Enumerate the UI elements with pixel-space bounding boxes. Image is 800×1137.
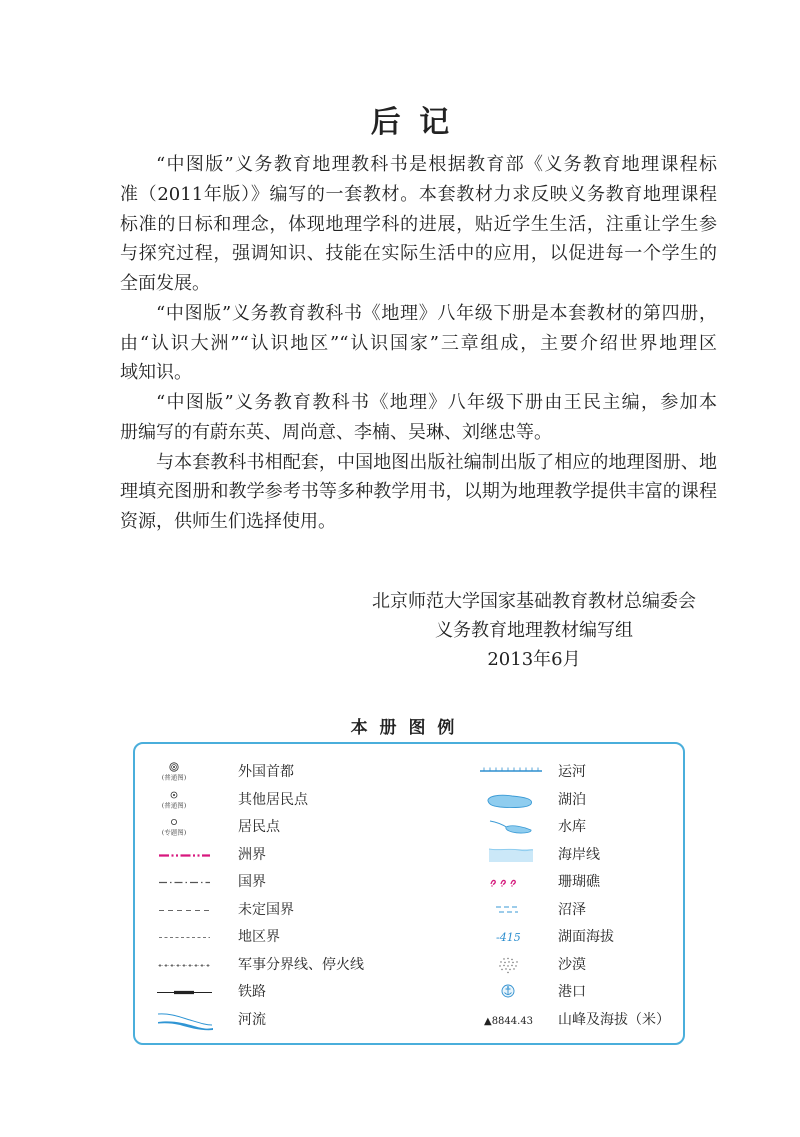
text-line: 理填充图册和教学参考书等多种教学用书，以期为地理教学提供丰富的课程 [120,481,717,503]
legend-label: 港口 [558,984,586,1000]
coastline-icon [474,842,549,869]
legend-label: 水库 [558,819,586,835]
legend-label: 沙漠 [558,956,586,973]
coral-reef-icon [474,869,549,896]
text-line: 域知识。 [120,362,192,384]
legend-label: 山峰及海拔（米） [558,1011,670,1028]
text-line: 册编写的有蔚东英、周尚意、李楠、吴琳、刘继忠等。 [120,421,552,443]
legend-label: 居民点 [238,819,280,835]
marsh-icon [474,897,549,924]
legend-item-port [465,979,681,1007]
legend-item-reservoir [465,814,681,842]
peak-icon [474,1007,549,1034]
legend-item-coastline [465,842,681,870]
legend-label: 海岸线 [558,846,600,863]
peak-elevation-value: ▲8844.43 [484,1015,534,1027]
legend-item-foreign-capital [135,759,455,787]
text-line: 与探究过程，强调知识、技能在实际生活中的应用，以促进每一个学生的 [120,243,717,265]
military-demarcation-icon [150,952,220,979]
text-line: 准（2011年版）》编写的一套教材。本套教材力求反映义务教育地理课程 [120,183,717,205]
legend-box [133,742,685,1045]
legend-label: 军事分界线、停火线 [238,956,364,973]
legend-item-desert [465,952,681,980]
afterword-body [120,150,717,537]
page-title: 后 记 [370,105,454,140]
map-type-note: (专题图) [161,828,187,837]
paragraph [120,448,717,537]
text-line: 与本套教科书相配套，中国地图出版社编制出版了相应的地理图册、地 [156,451,717,473]
legend-label: 湖泊 [558,791,586,808]
text-line: “中图版”义务教育地理教科书是根据教育部《义务教育地理课程标 [156,154,717,175]
text-line: 标准的日标和理念，体现地理学科的进展，贴近学生生活，注重让学生参 [120,213,717,235]
legend-label: 国界 [238,874,266,890]
legend-item-lake-elevation [465,924,681,952]
desert-icon [474,952,549,979]
anchor-icon [474,979,549,1006]
undetermined-boundary-icon [150,897,220,924]
legend-item-settlement [135,814,455,842]
legend-item-river [135,1007,455,1035]
legend-label: 铁路 [238,984,266,1000]
legend-column-left [135,759,455,1034]
legend-column-right [465,759,681,1034]
legend-item-marsh [465,897,681,925]
legend-label: 地区界 [238,929,280,945]
lake-elevation-icon [474,924,549,951]
legend-title: 本 册 图 例 [350,718,458,738]
legend-label: 河流 [238,1011,266,1028]
reservoir-icon [474,814,549,841]
legend-item-continent-boundary [135,842,455,870]
lake-icon [474,787,549,814]
legend-item-peak [465,1007,681,1035]
settlement-icon [150,814,220,841]
canal-icon [474,759,549,786]
railway-icon [150,979,220,1006]
regional-boundary-icon [150,924,220,951]
text-line: 全面发展。 [120,273,210,294]
signature-date: 2013年6月 [487,649,581,670]
text-line: 资源，供师生们选择使用。 [120,511,336,532]
national-boundary-icon [150,869,220,896]
legend-label: 湖面海拔 [558,929,614,945]
legend-label: 珊瑚礁 [558,874,600,890]
map-type-note: (普通图) [161,801,187,809]
legend-item-undetermined-boundary [135,897,455,925]
text-line: “中图版”义务教育教科书《地理》八年级下册由王民主编，参加本 [156,392,717,413]
legend-label: 沼泽 [558,901,586,918]
legend-label: 运河 [558,764,586,780]
paragraph [120,299,717,388]
legend-label: 外国首都 [238,764,294,780]
signature-org: 北京师范大学国家基础教育教材总编委会 [372,591,696,612]
text-line: “中图版”义务教育教科书《地理》八年级下册是本套教材的第四册， [156,302,717,324]
legend-label: 其他居民点 [238,791,308,808]
continent-boundary-icon [150,842,220,869]
legend-item-railway [135,979,455,1007]
legend-item-lake [465,787,681,815]
map-type-note: (普通图) [161,773,187,782]
foreign-capital-icon [150,759,220,786]
signature-block [334,587,734,674]
legend-item-military-demarcation [135,952,455,980]
other-settlement-icon [150,787,220,814]
text-line: 由“认识大洲”“认识地区”“认识国家”三章组成，主要介绍世界地理区 [120,332,717,354]
legend-label: 未定国界 [238,901,294,918]
signature-group: 义务教育地理教材编写组 [435,620,633,641]
paragraph [120,150,717,299]
legend-label: 洲界 [238,846,266,863]
legend-item-regional-boundary [135,924,455,952]
legend-item-canal [465,759,681,787]
paragraph [120,388,717,448]
legend-item-coral-reef [465,869,681,897]
river-icon [150,1007,220,1034]
lake-elevation-value: -415 [496,931,521,944]
legend-item-national-boundary [135,869,455,897]
legend-item-other-settlement [135,787,455,815]
